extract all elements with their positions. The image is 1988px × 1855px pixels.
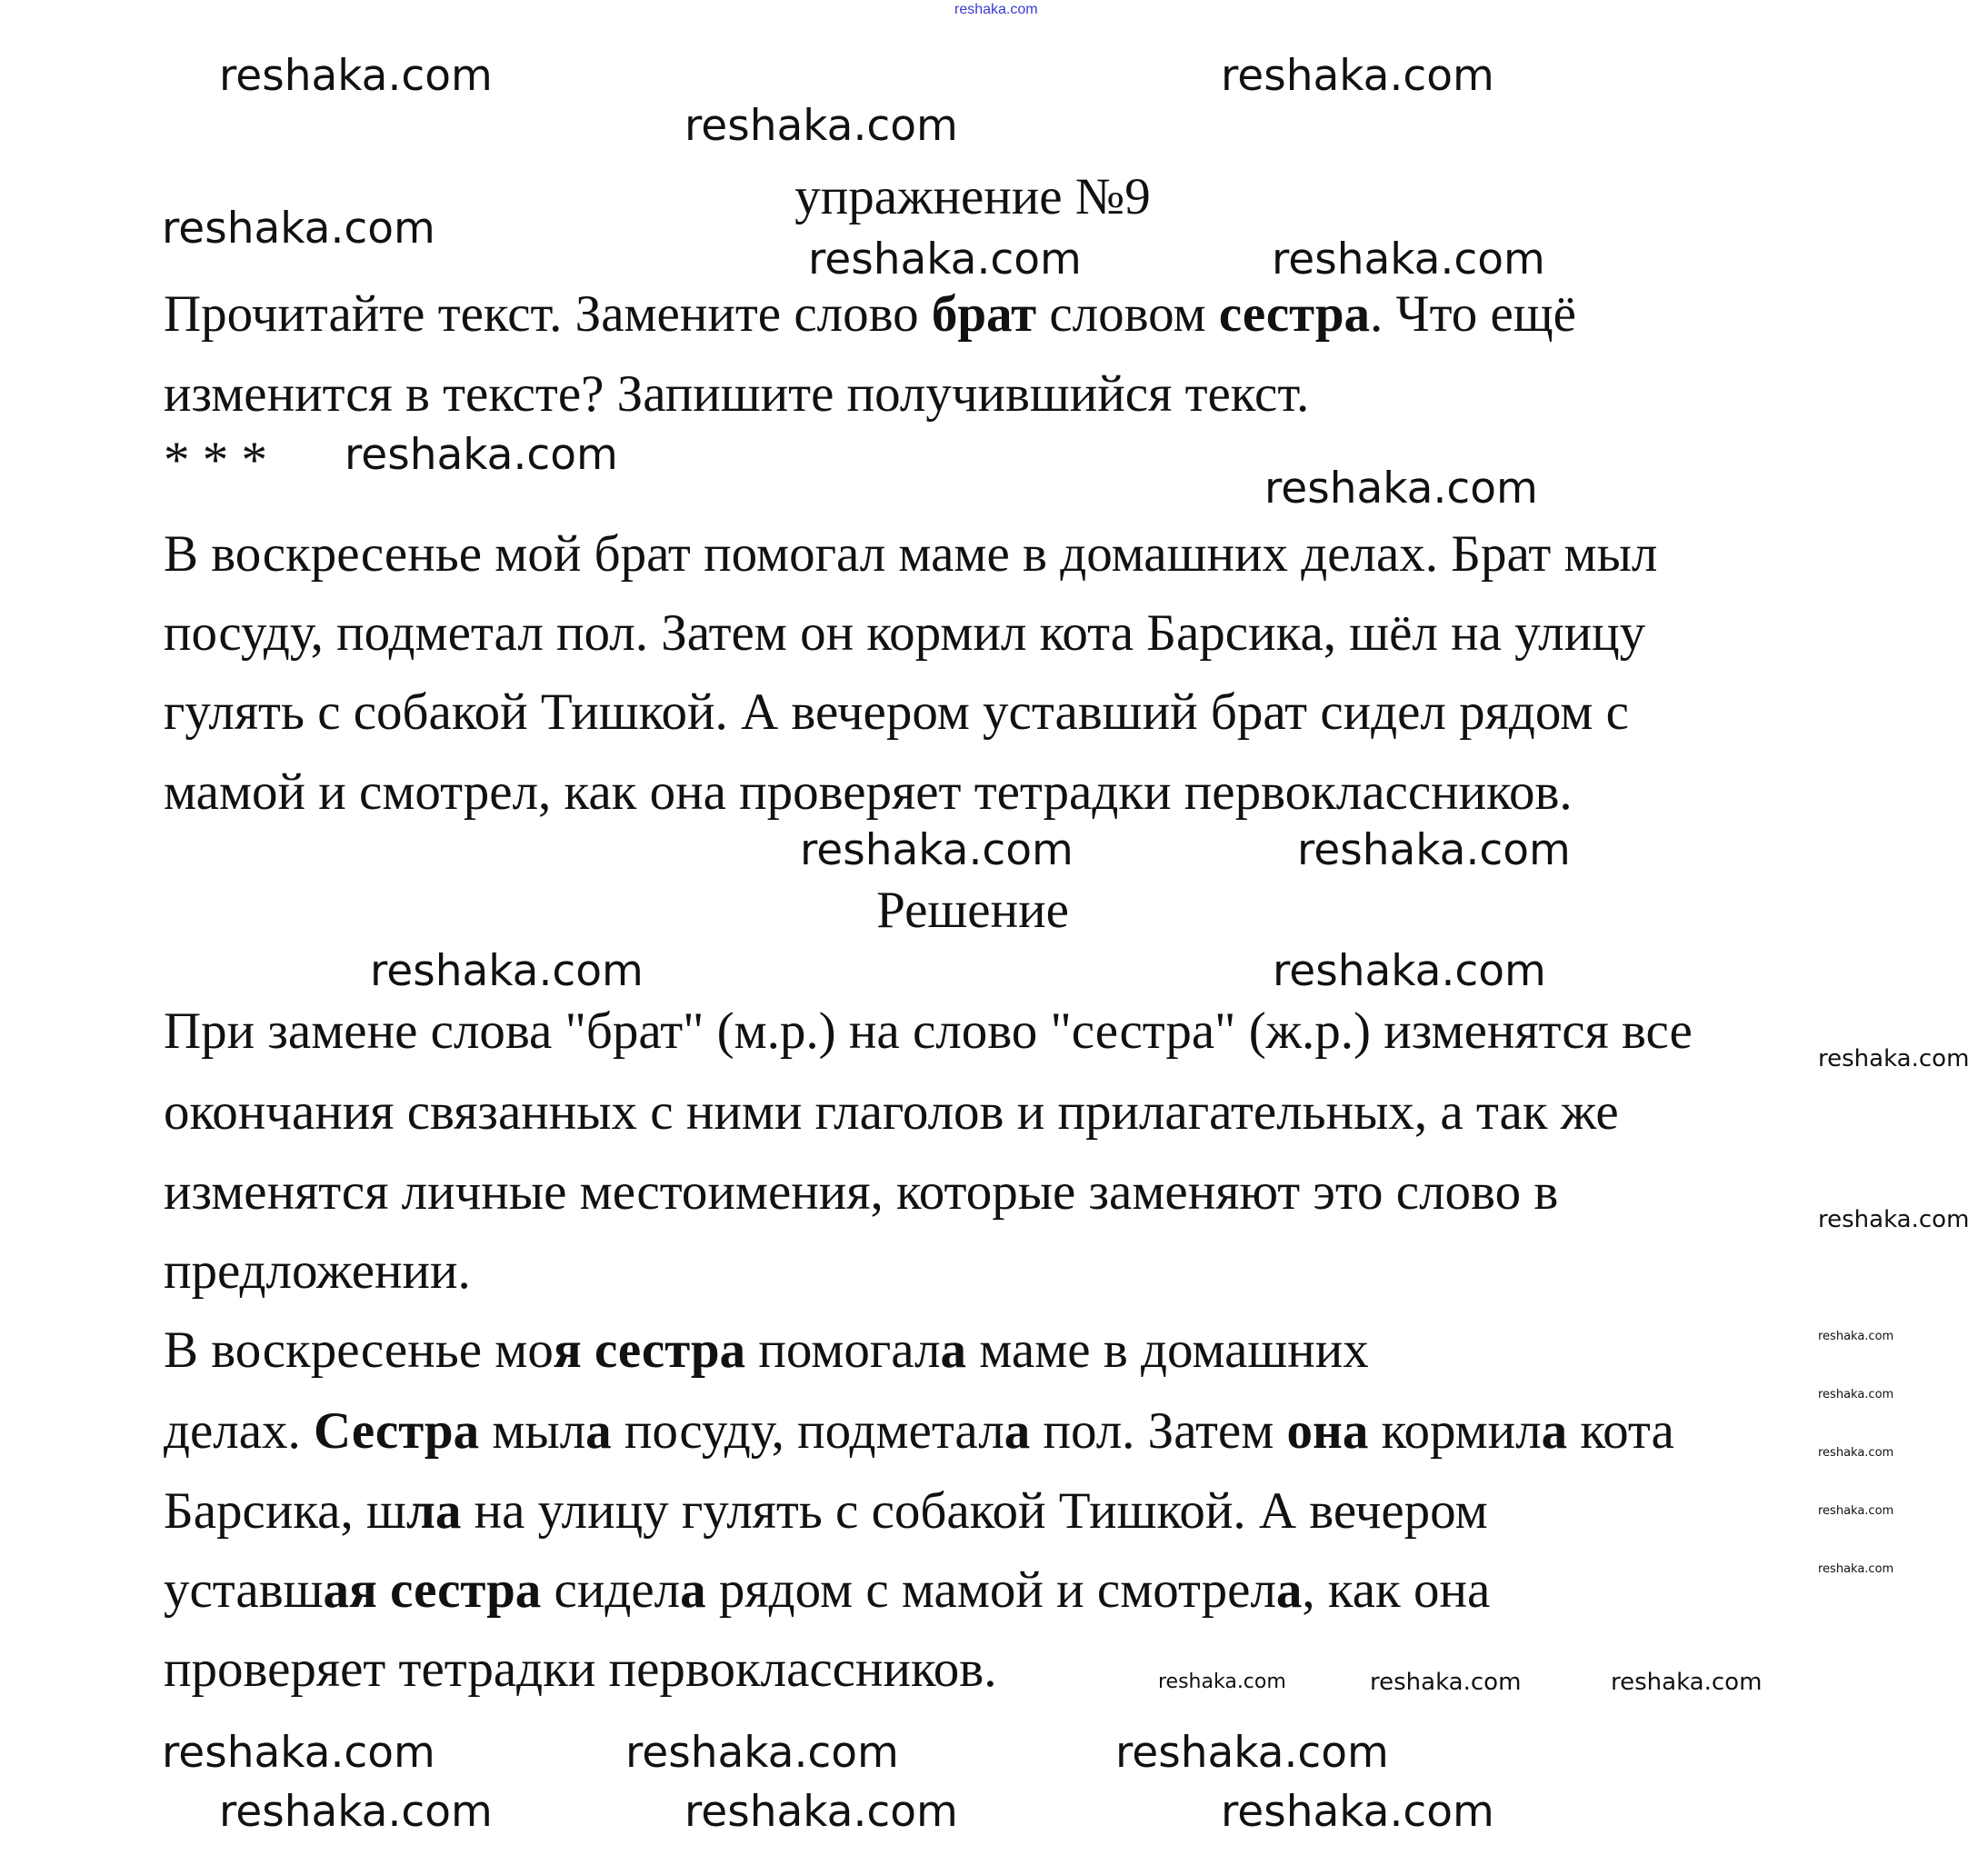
answer-line <box>164 1480 1488 1543</box>
answer-line <box>164 1319 1369 1382</box>
text-segment: Барсика, ш <box>164 1482 406 1540</box>
watermark: reshaka.com <box>625 1728 899 1778</box>
bold-text-segment: а <box>1541 1402 1568 1460</box>
bold-text-segment: она <box>1286 1402 1369 1460</box>
top-site-link[interactable]: reshaka.com <box>954 2 1038 17</box>
answer-line <box>164 1400 1674 1463</box>
solution-line: изменятся личные местоимения, которые заменяют это слово в <box>164 1163 1559 1221</box>
text-segment: Прочитайте текст. Замените слово <box>164 285 932 343</box>
answer-line <box>164 1559 1490 1622</box>
bold-text-segment: сестра <box>1218 285 1371 343</box>
watermark: reshaka.com <box>684 1787 958 1837</box>
watermark: reshaka.com <box>1221 1787 1494 1837</box>
watermark: reshaka.com <box>1818 1562 1894 1576</box>
watermark: reshaka.com <box>345 430 618 480</box>
solution-heading: Решение <box>876 882 1069 939</box>
bold-text-segment: сестра <box>390 1561 542 1619</box>
text-segment: посуду, подметал <box>611 1402 1004 1460</box>
story-line: посуду, подметал пол. Затем он кормил кота Барсика, шёл на улицу <box>164 604 1646 662</box>
text-segment: на улицу гулять с собакой Тишкой. А вечером <box>461 1482 1488 1540</box>
text-segment: В воскресенье мо <box>164 1321 554 1379</box>
bold-text-segment: ая <box>323 1561 377 1619</box>
bold-text-segment: я <box>553 1321 582 1379</box>
watermark: reshaka.com <box>162 204 435 254</box>
bold-text-segment: а <box>585 1402 612 1460</box>
bold-text-segment: а <box>680 1561 706 1619</box>
answer-line <box>164 1638 996 1701</box>
text-segment: кота <box>1567 1402 1674 1460</box>
watermark: reshaka.com <box>1221 51 1494 101</box>
watermark: reshaka.com <box>219 51 493 101</box>
text-segment: словом <box>1036 285 1219 343</box>
watermark: reshaka.com <box>1818 1045 1970 1072</box>
text-segment: сидел <box>541 1561 681 1619</box>
text-segment: уставш <box>164 1561 324 1619</box>
text-segment: маме в домашних <box>966 1321 1369 1379</box>
bold-text-segment: а <box>1275 1561 1303 1619</box>
watermark: reshaka.com <box>684 101 958 151</box>
story-line: гулять с собакой Тишкой. А вечером уставший брат сидел рядом с <box>164 683 1629 741</box>
watermark: reshaka.com <box>1818 1330 1894 1343</box>
solution-line: предложении. <box>164 1242 471 1300</box>
watermark: reshaka.com <box>1818 1504 1894 1518</box>
watermark: reshaka.com <box>162 1728 435 1778</box>
text-segment: делах. <box>164 1402 315 1460</box>
bold-text-segment: брат <box>931 285 1037 343</box>
separator: * * * <box>164 432 267 489</box>
watermark: reshaka.com <box>1818 1446 1894 1460</box>
exercise-title: упражнение №9 <box>794 168 1151 225</box>
text-segment: мыл <box>479 1402 586 1460</box>
watermark: reshaka.com <box>1818 1388 1894 1401</box>
watermark: reshaka.com <box>1272 234 1545 284</box>
task-line-1 <box>164 283 1576 346</box>
watermark: reshaka.com <box>1115 1728 1389 1778</box>
watermark: reshaka.com <box>370 946 644 996</box>
story-line: В воскресенье мой брат помогал маме в домашних делах. Брат мыл <box>164 525 1658 583</box>
watermark: reshaka.com <box>1370 1669 1522 1696</box>
text-segment: кормил <box>1368 1402 1542 1460</box>
text-segment: . Что ещё <box>1370 285 1576 343</box>
text-segment: проверяет тетрадки первоклассников. <box>164 1641 997 1698</box>
watermark: reshaka.com <box>808 234 1082 284</box>
watermark: reshaka.com <box>800 825 1074 875</box>
watermark: reshaka.com <box>1264 464 1538 514</box>
watermark: reshaka.com <box>1818 1206 1970 1233</box>
watermark: reshaka.com <box>1611 1669 1763 1696</box>
story-line: мамой и смотрел, как она проверяет тетрадки первоклассников. <box>164 763 1573 821</box>
watermark: reshaka.com <box>1297 825 1571 875</box>
bold-text-segment: Сестра <box>314 1402 480 1460</box>
bold-text-segment: сестра <box>594 1321 746 1379</box>
task-line-2: изменится в тексте? Запишите получившийся текст. <box>164 365 1310 423</box>
text-segment <box>582 1321 594 1379</box>
bold-text-segment: а <box>940 1321 966 1379</box>
solution-line: окончания связанных с ними глаголов и прилагательных, а так же <box>164 1083 1619 1141</box>
watermark: reshaka.com <box>219 1787 493 1837</box>
text-segment: , как она <box>1302 1561 1491 1619</box>
text-segment <box>377 1561 390 1619</box>
watermark: reshaka.com <box>1273 946 1546 996</box>
text-segment: рядом с мамой и смотрел <box>705 1561 1276 1619</box>
text-segment: помогал <box>745 1321 941 1379</box>
watermark: reshaka.com <box>1158 1670 1286 1693</box>
bold-text-segment: ла <box>405 1482 462 1540</box>
text-segment: пол. Затем <box>1030 1402 1287 1460</box>
bold-text-segment: а <box>1004 1402 1031 1460</box>
solution-line: При замене слова "брат" (м.р.) на слово "сестра" (ж.р.) изменятся все <box>164 1002 1693 1060</box>
